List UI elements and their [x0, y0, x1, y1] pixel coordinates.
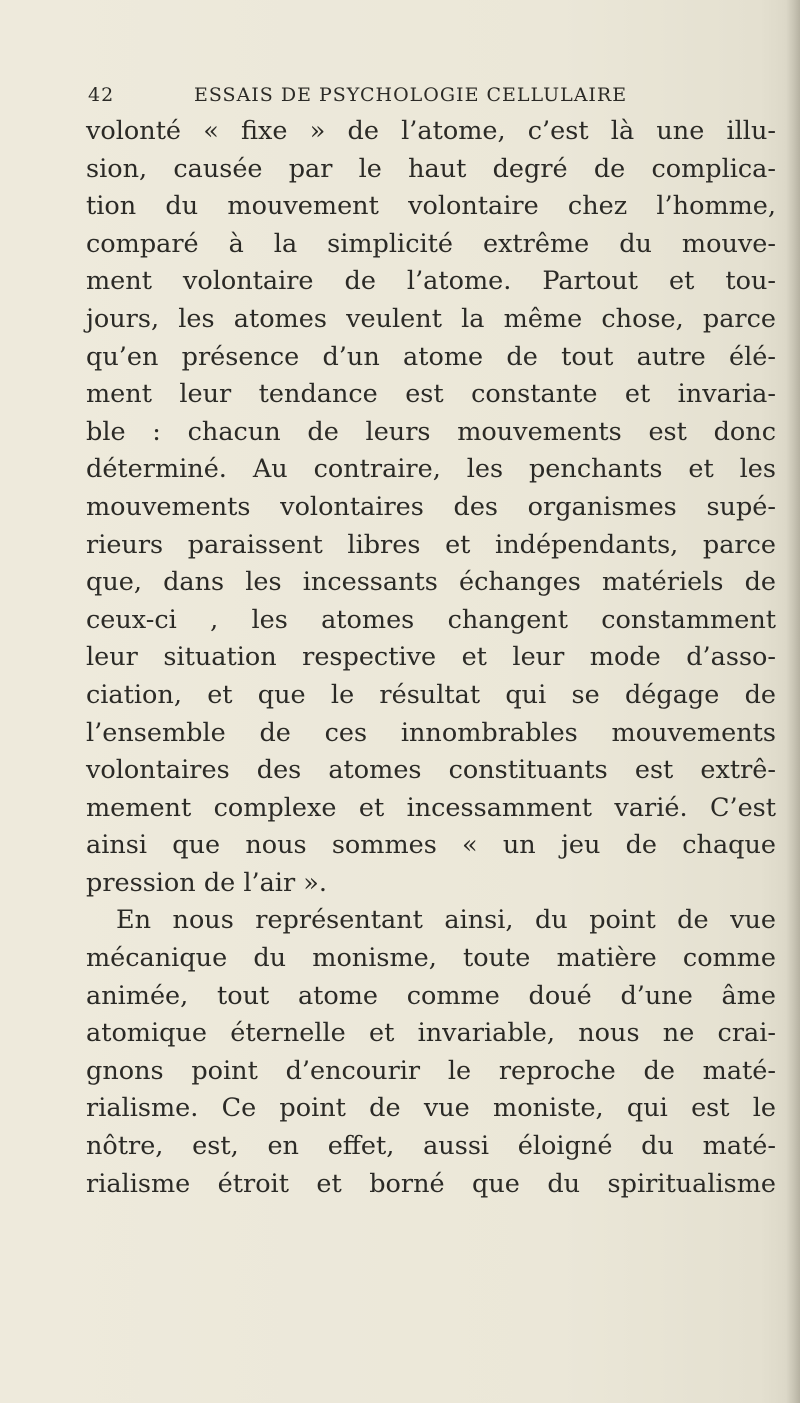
page-number: 42	[88, 84, 115, 106]
text-line: mouvements volontaires des organismes supé-	[86, 491, 776, 522]
text-line: ciation, et que le résultat qui se dégage de	[86, 679, 776, 710]
text-line: ble : chacun de leurs mouvements est donc	[86, 416, 776, 447]
text-line: mécanique du monisme, toute matière comme	[86, 943, 776, 974]
text-line: déterminé. Au contraire, les penchants et les	[86, 454, 776, 485]
text-line: ainsi que nous sommes « un jeu de chaque	[86, 830, 776, 861]
text-line: mement complexe et incessamment varié. C’est	[86, 792, 776, 823]
text-line: ment volontaire de l’atome. Partout et tou-	[86, 266, 776, 297]
page-edge-shadow	[786, 0, 800, 1403]
text-line: rialisme. Ce point de vue moniste, qui est le	[86, 1093, 776, 1124]
text-line: jours, les atomes veulent la même chose, parce	[86, 303, 776, 334]
body-text	[86, 113, 776, 1203]
text-line: nôtre, est, en effet, aussi éloigné du maté-	[86, 1131, 776, 1162]
text-line: ceux-ci , les atomes changent constamment	[86, 604, 776, 635]
text-line: l’ensemble de ces innombrables mouvements	[86, 717, 776, 748]
text-line: pression de l’air ».	[86, 867, 327, 898]
text-line: animée, tout atome comme doué d’une âme	[86, 980, 776, 1011]
running-title: ESSAIS DE PSYCHOLOGIE CELLULAIRE	[194, 84, 628, 106]
text-line: volonté « fixe » de l’atome, c’est là une illu-	[86, 116, 776, 146]
text-line: En nous représentant ainsi, du point de vue	[116, 905, 776, 936]
text-line: leur situation respective et leur mode d’asso-	[86, 642, 776, 673]
text-line: ment leur tendance est constante et invaria-	[86, 379, 776, 410]
text-line: comparé à la simplicité extrême du mouve-	[86, 228, 776, 259]
text-line: sion, causée par le haut degré de complica-	[86, 153, 776, 184]
text-line: gnons point d’encourir le reproche de maté-	[86, 1055, 776, 1086]
text-line: volontaires des atomes constituants est extrê-	[86, 755, 776, 786]
text-line: tion du mouvement volontaire chez l’homme,	[86, 191, 776, 222]
text-line: rieurs paraissent libres et indépendants, parce	[86, 529, 776, 560]
text-line: rialisme étroit et borné que du spiritualisme	[86, 1168, 776, 1199]
text-line: que, dans les incessants échanges matériels de	[86, 567, 776, 598]
text-line: atomique éternelle et invariable, nous ne crai-	[86, 1018, 776, 1049]
text-line: qu’en présence d’un atome de tout autre élé-	[86, 341, 776, 372]
